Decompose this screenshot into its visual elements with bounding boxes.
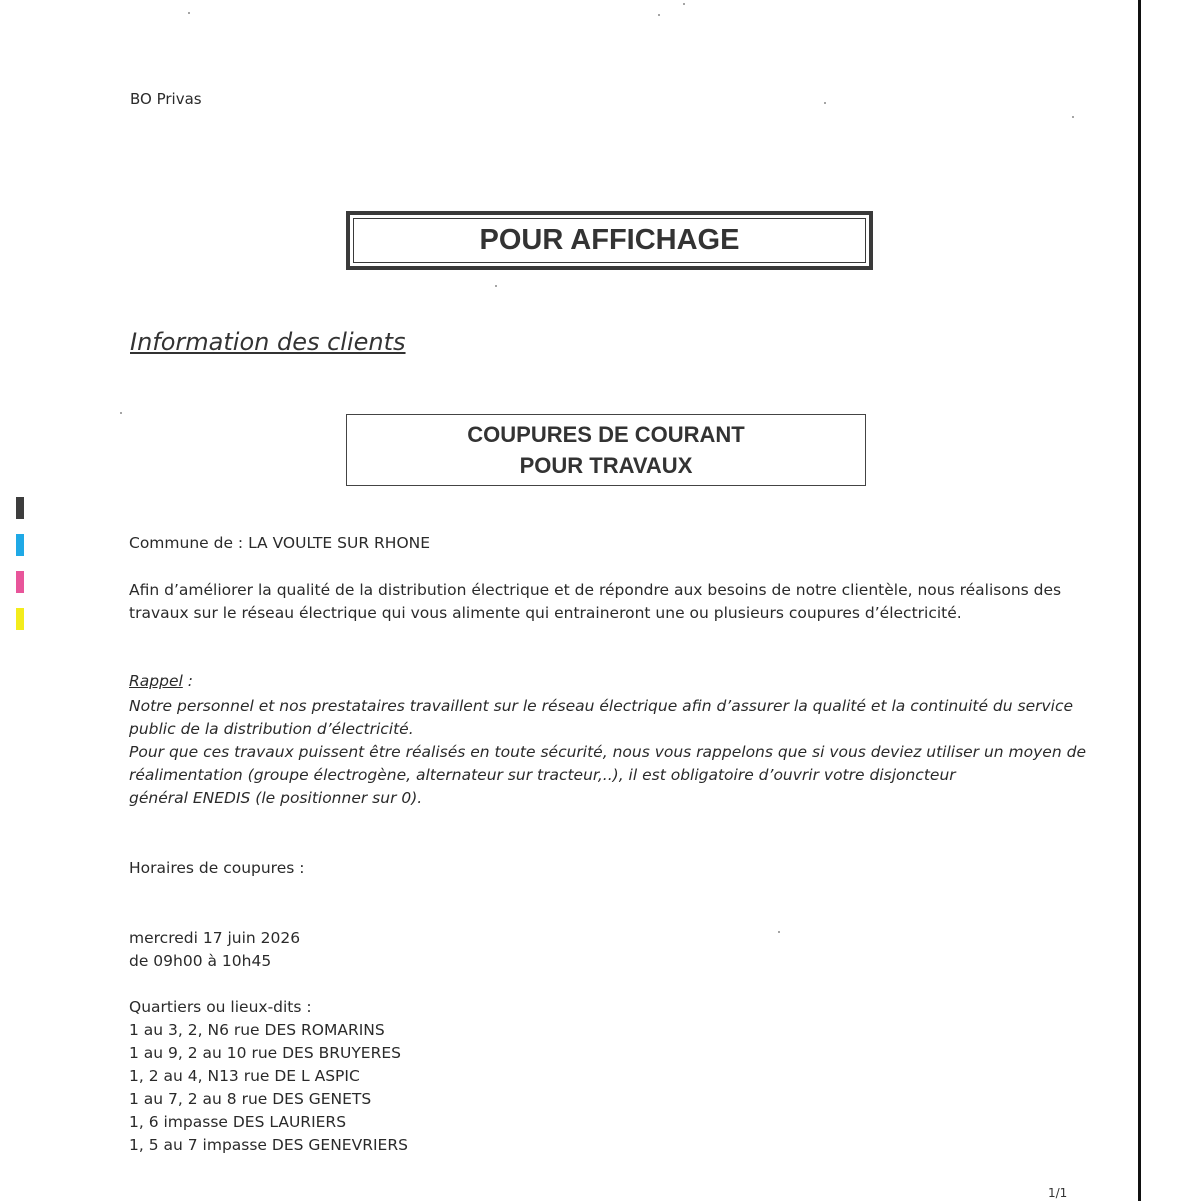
rappel-paragraph	[129, 695, 1086, 810]
rappel-line: public de la distribution d’électricité.	[129, 720, 414, 738]
pour-affichage-box	[346, 211, 873, 270]
quartier-item: 1 au 7, 2 au 8 rue DES GENETS	[129, 1090, 372, 1108]
quartiers-block	[129, 996, 408, 1157]
intro-line: travaux sur le réseau électrique qui vous alimente qui entraineront une ou plusieurs coupures d’électricité.	[129, 604, 962, 622]
scan-speck	[658, 14, 660, 16]
rappel-label	[129, 672, 193, 690]
scan-speck	[188, 12, 190, 14]
quartier-item: 1, 5 au 7 impasse DES GENEVRIERS	[129, 1136, 408, 1154]
quartier-item: 1, 2 au 4, N13 rue DE L ASPIC	[129, 1067, 360, 1085]
rappel-line: Notre personnel et nos prestataires travaillent sur le réseau électrique afin d’assurer la qualité et la continuité du service	[129, 697, 1074, 715]
schedule-time: de 09h00 à 10h45	[129, 952, 272, 970]
scan-speck	[495, 285, 497, 287]
scan-speck	[683, 3, 685, 5]
horaires-label: Horaires de coupures :	[129, 859, 305, 877]
sender-office: BO Privas	[130, 90, 202, 108]
rappel-label-suffix: :	[182, 672, 193, 690]
page-number: 1/1	[1048, 1186, 1068, 1200]
scan-speck	[824, 102, 826, 104]
scan-speck	[120, 412, 122, 414]
scan-margin	[1141, 0, 1201, 1201]
coupures-title-box	[346, 414, 866, 486]
intro-paragraph	[129, 579, 1074, 625]
information-clients-heading: Information des clients	[130, 328, 406, 356]
quartier-item: 1 au 9, 2 au 10 rue DES BRUYERES	[129, 1044, 402, 1062]
yellow-color-mark	[16, 608, 24, 630]
black-color-mark	[16, 497, 24, 519]
schedule-date: mercredi 17 juin 2026	[129, 929, 301, 947]
quartiers-label: Quartiers ou lieux-dits :	[129, 998, 312, 1016]
commune-line: Commune de : LA VOULTE SUR RHONE	[129, 534, 431, 552]
schedule-block	[129, 927, 300, 973]
intro-line: Afin d’améliorer la qualité de la distribution électrique et de répondre aux besoins de notre clientèle, nous réalisons des	[129, 581, 1062, 599]
scan-speck	[778, 931, 780, 933]
pour-affichage-title: POUR AFFICHAGE	[353, 218, 866, 263]
scan-speck	[1072, 116, 1074, 118]
cyan-color-mark	[16, 534, 24, 556]
rappel-label-text: Rappel	[129, 672, 183, 690]
rappel-line: général ENEDIS (le positionner sur 0).	[129, 789, 423, 807]
magenta-color-mark	[16, 571, 24, 593]
coupures-title-line1: COUPURES DE COURANT	[467, 422, 745, 447]
coupures-title-line2: POUR TRAVAUX	[519, 453, 693, 478]
rappel-line: Pour que ces travaux puissent être réalisés en toute sécurité, nous vous rappelons que si vous deviez utiliser un moyen de	[129, 743, 1086, 761]
quartier-item: 1, 6 impasse DES LAURIERS	[129, 1113, 347, 1131]
rappel-line: réalimentation (groupe électrogène, alternateur sur tracteur,..), il est obligatoire d’ouvrir votre disjoncteur	[129, 766, 956, 784]
quartier-item: 1 au 3, 2, N6 rue DES ROMARINS	[129, 1021, 385, 1039]
